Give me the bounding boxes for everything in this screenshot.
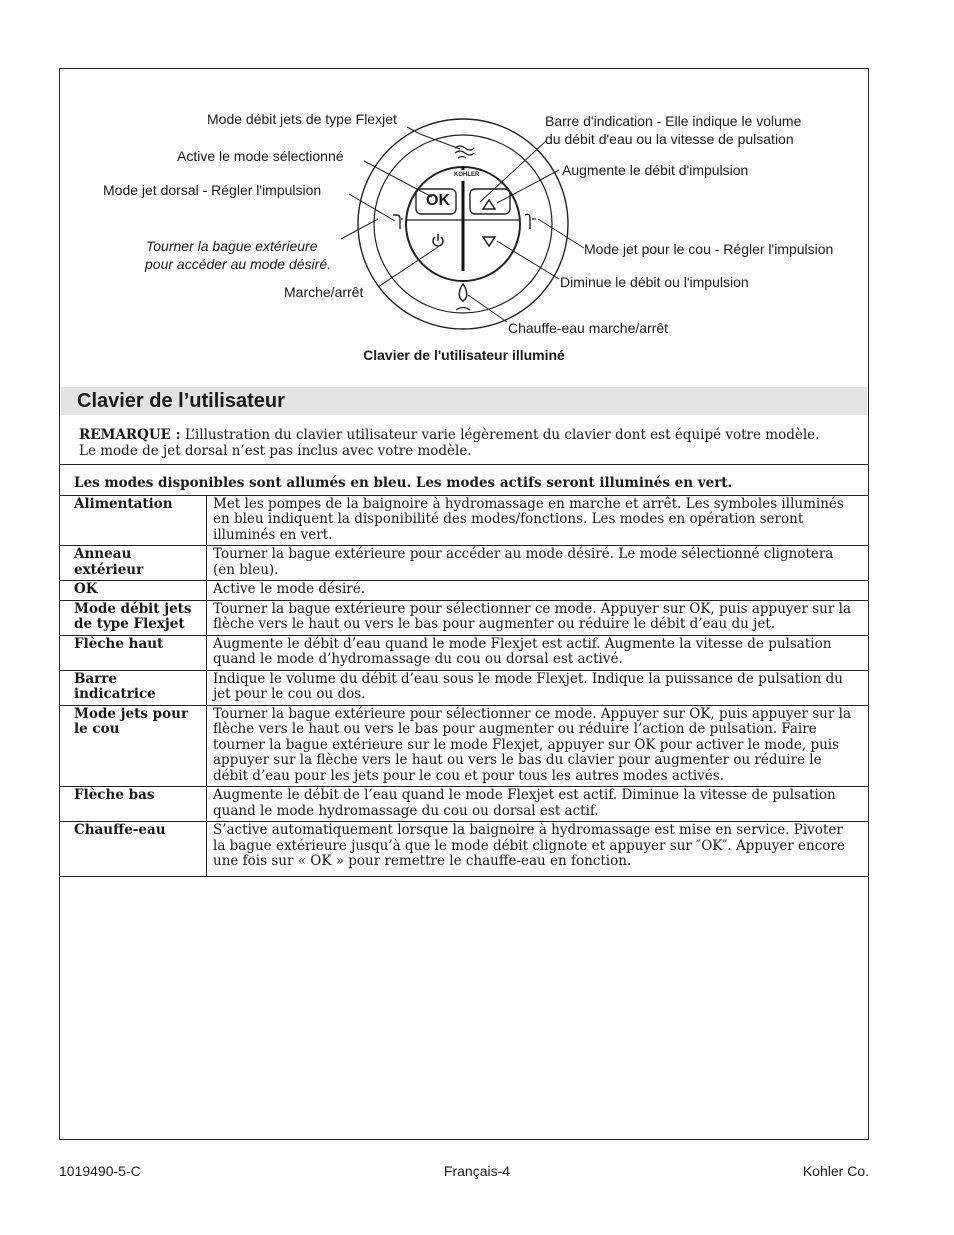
- footer-page-label: Français-4: [443, 1163, 511, 1179]
- table-row: [60, 670, 869, 705]
- keypad-table: [59, 464, 869, 877]
- label-bar-1: Barre d'indication - Elle indique le volume: [545, 113, 802, 129]
- table-row: [60, 581, 869, 601]
- footer-doc-number: 1019490-5-C: [59, 1163, 141, 1179]
- note-text: L’illustration du clavier utilisateur varie légèrement du clavier dont est équipé votre modèle. Le mode de jet dorsal n’est pas inclus avec votre modèle.: [79, 427, 820, 459]
- indicator-bar: [462, 167, 465, 271]
- row-desc: Tourner la bague extérieure pour sélectionner ce mode. Appuyer sur OK, puis appuyer sur la flèche vers le haut ou vers le bas pour augmenter ou réduire le débit d’eau du jet.: [207, 600, 869, 635]
- page-frame: [59, 68, 869, 1140]
- row-desc: Augmente le débit d’eau quand le mode Flexjet est actif. Augmente la vitesse de pulsation quand le mode d’hydromassage du cou ou dorsal est activé.: [207, 635, 869, 670]
- label-turn-ring-2: pour accéder au mode désiré.: [145, 256, 331, 272]
- row-desc: Augmente le débit de l’eau quand le mode Flexjet est actif. Diminue la vitesse de pulsation quand le mode hydromassage du cou ou dorsal est actif.: [207, 787, 869, 822]
- row-name: Alimentation: [60, 495, 207, 546]
- row-name: Anneau extérieur: [60, 546, 207, 581]
- row-desc: Active le mode désiré.: [207, 581, 869, 601]
- row-desc: Met les pompes de la baignoire à hydromassage en marche et arrêt. Les symboles illuminés en bleu indiquent la disponibilité des modes/fonctions. Les modes en opération seront illuminés en vert.: [207, 495, 869, 546]
- label-back-jet: Mode jet dorsal - Régler l'impulsion: [103, 182, 322, 198]
- table-row: [60, 705, 869, 787]
- table-row: [60, 495, 869, 546]
- table-row: [60, 635, 869, 670]
- section-header: [61, 387, 867, 415]
- neck-jet-icon: [525, 214, 530, 229]
- footer-company: Kohler Co.: [802, 1163, 869, 1179]
- flame-icon: [459, 284, 467, 301]
- table-row: [60, 600, 869, 635]
- label-heater: Chauffe-eau marche/arrêt: [508, 320, 669, 336]
- row-name: Mode jets pour le cou: [60, 705, 207, 787]
- label-increase: Augmente le débit d'impulsion: [562, 162, 749, 178]
- table-header-row: [60, 465, 869, 496]
- table-row: [60, 546, 869, 581]
- label-bar-2: du débit d'eau ou la vitesse de pulsation: [545, 131, 794, 147]
- note-label: REMARQUE :: [79, 427, 181, 443]
- row-desc: Indique le volume du débit d’eau sous le mode Flexjet. Indique la puissance de pulsation du jet pour le cou ou dos.: [207, 670, 869, 705]
- row-desc: Tourner la bague extérieure pour accéder au mode désiré. Le mode sélectionné clignotera (en bleu).: [207, 546, 869, 581]
- diagram-caption: Clavier de l'utilisateur illuminé: [363, 347, 565, 363]
- label-decrease: Diminue le débit ou l'impulsion: [560, 274, 749, 290]
- row-name: Mode débit jets de type Flexjet: [60, 600, 207, 635]
- note: [79, 427, 839, 459]
- label-active-mode: Active le mode sélectionné: [177, 148, 344, 164]
- table-row: [60, 822, 869, 877]
- keypad-diagram: [60, 69, 868, 369]
- section-title: Clavier de l’utilisateur: [77, 390, 285, 412]
- label-flexjet: Mode débit jets de type Flexjet: [207, 111, 397, 127]
- table-header: Les modes disponibles sont allumés en bleu. Les modes actifs seront illuminés en vert.: [60, 465, 869, 496]
- row-name: Flèche haut: [60, 635, 207, 670]
- row-name: Barre indicatrice: [60, 670, 207, 705]
- keypad-brand: KOHLER: [454, 172, 480, 178]
- up-arrow-icon: [483, 200, 495, 209]
- row-name: OK: [60, 581, 207, 601]
- label-neck-jet: Mode jet pour le cou - Régler l'impulsion: [584, 241, 834, 257]
- down-arrow-icon: [483, 237, 495, 246]
- row-desc: S’active automatiquement lorsque la baignoire à hydromassage est mise en service. Pivoter la bague extérieure jusqu’à que le mode débit clignote et appuyer sur ″OK″. Appuyer encore une fois sur « OK » pour remettre le chauffe-eau en fonction.: [207, 822, 869, 877]
- back-jet-icon: [393, 215, 400, 229]
- label-turn-ring-1: Tourner la bague extérieure: [146, 238, 318, 254]
- row-desc: Tourner la bague extérieure pour sélectionner ce mode. Appuyer sur OK, puis appuyer sur la flèche vers le haut ou vers le bas pour augmenter ou réduire l’action de pulsation. Faire tourner la bague extérieure sur le mode Flexjet, appuyer sur OK pour activer le mode, puis appuyer sur la flèche vers le haut ou vers le bas du clavier pour augmenter ou réduire le débit d’eau pour les jets pour le cou et pour tous les autres modes activés.: [207, 705, 869, 787]
- table-row: [60, 787, 869, 822]
- row-name: Flèche bas: [60, 787, 207, 822]
- row-name: Chauffe-eau: [60, 822, 207, 877]
- ok-key-label: OK: [426, 192, 450, 209]
- label-power: Marche/arrêt: [284, 284, 364, 300]
